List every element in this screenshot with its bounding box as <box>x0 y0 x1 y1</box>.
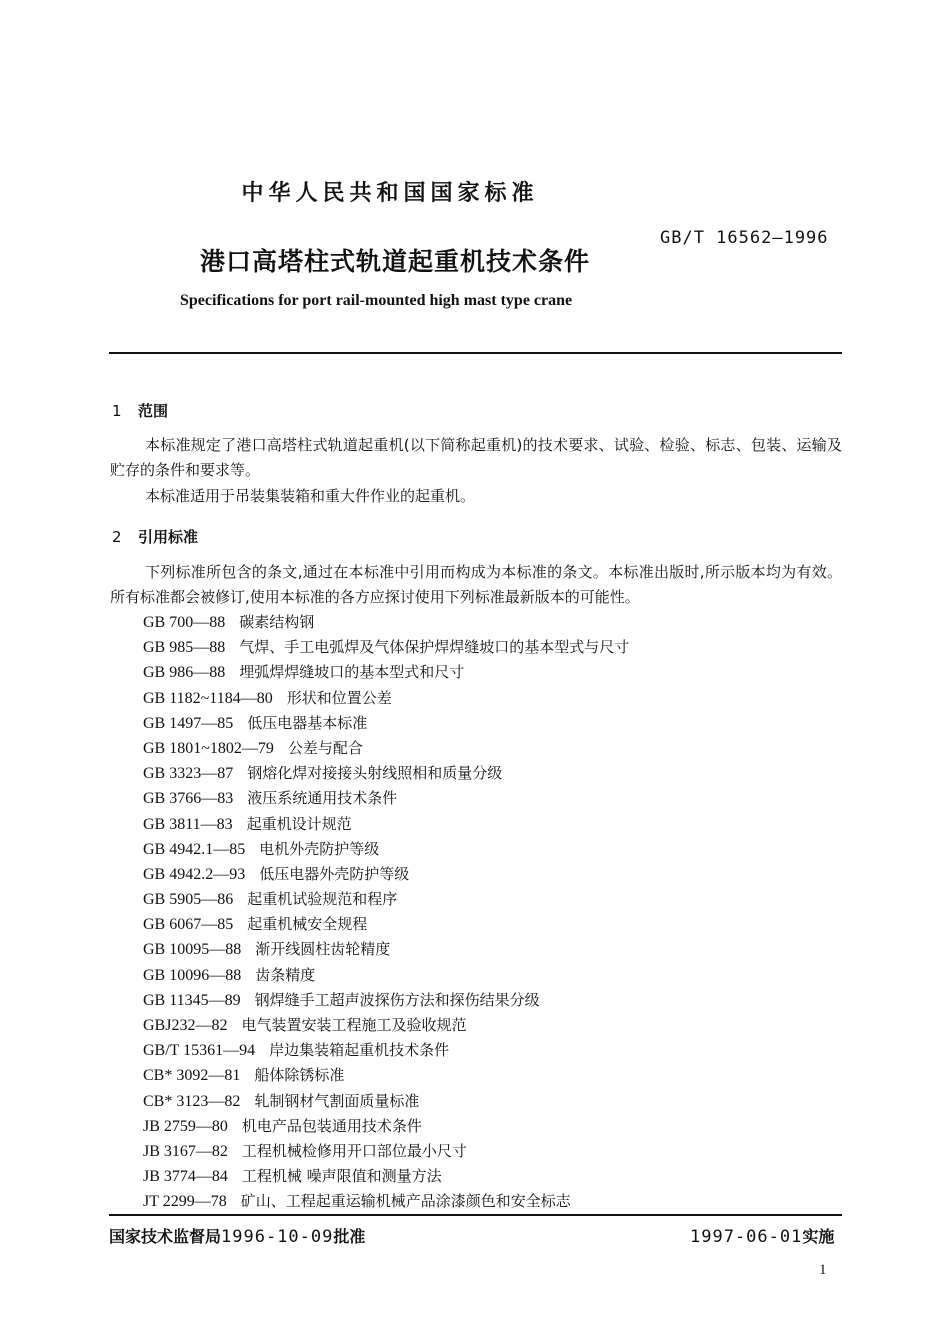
approval-suffix: 批准 <box>333 1227 366 1246</box>
reference-code: JB 3774—84 <box>143 1168 228 1186</box>
reference-title: 气焊、手工电弧焊及气体保护焊焊缝坡口的基本型式与尺寸 <box>239 638 630 657</box>
reference-item <box>143 963 629 988</box>
reference-item <box>143 1013 629 1038</box>
reference-item <box>143 912 629 937</box>
reference-code: GB 11345—89 <box>143 991 241 1009</box>
section-heading-scope <box>112 400 168 421</box>
reference-item <box>143 862 629 887</box>
reference-item <box>143 1139 629 1164</box>
reference-item <box>143 1189 629 1214</box>
reference-title: 公差与配合 <box>287 738 363 757</box>
header-divider <box>109 352 842 354</box>
section-heading-references <box>112 526 198 547</box>
approval-line <box>109 1224 365 1247</box>
references-intro-paragraph: 下列标准所包含的条文,通过在本标准中引用而构成为本标准的条文。本标准出版时,所示版本均为有效。所有标准都会被修订,使用本标准的各方应探讨使用下列标准最新版本的可能性。 <box>110 563 842 606</box>
reference-item <box>143 1114 629 1139</box>
reference-code: GB 10096—88 <box>143 966 242 984</box>
reference-code: GB 1182~1184—80 <box>143 689 273 707</box>
scope-paragraph-2: 本标准适用于吊装集装箱和重大件作业的起重机。 <box>145 487 476 505</box>
document-title-english: Specifications for port rail-mounted high mast type crane <box>180 292 573 309</box>
reference-item <box>143 635 629 660</box>
reference-code: GB 5905—86 <box>143 891 234 909</box>
reference-title: 矿山、工程起重运输机械产品涂漆颜色和安全标志 <box>240 1192 571 1211</box>
reference-title: 轧制钢材气割面质量标准 <box>254 1091 420 1110</box>
section-title: 引用标准 <box>138 528 199 546</box>
reference-title: 岸边集装箱起重机技术条件 <box>269 1041 450 1060</box>
reference-code: GB 3323—87 <box>143 765 234 783</box>
reference-code: GB 6067—85 <box>143 916 234 934</box>
reference-title: 碳素结构钢 <box>239 613 315 631</box>
reference-code: JB 3167—82 <box>143 1142 228 1160</box>
reference-title: 机电产品包装通用技术条件 <box>241 1116 422 1135</box>
reference-item <box>143 610 629 635</box>
reference-title: 齿条精度 <box>255 965 316 984</box>
reference-item <box>143 1164 629 1189</box>
document-title: 港口高塔柱式轨道起重机技术条件 <box>200 247 591 276</box>
footer-divider <box>109 1214 842 1216</box>
reference-item <box>143 1089 629 1114</box>
reference-code: JB 2759—80 <box>143 1117 228 1135</box>
reference-item <box>143 1063 629 1088</box>
reference-item <box>143 686 629 711</box>
implementation-suffix: 实施 <box>802 1227 835 1246</box>
national-standard-heading: 中华人民共和国国家标准 <box>241 181 539 206</box>
reference-title: 起重机械安全规程 <box>247 915 368 934</box>
reference-title: 工程机械检修用开口部位最小尺寸 <box>241 1141 467 1160</box>
reference-item <box>143 1038 629 1063</box>
approval-org: 国家技术监督局 <box>109 1227 222 1246</box>
reference-code: GB 1497—85 <box>143 714 234 732</box>
section-number: 2 <box>112 528 122 546</box>
reference-code: GB 4942.1—85 <box>143 840 246 858</box>
reference-item <box>143 837 629 862</box>
reference-title: 起重机试验规范和程序 <box>247 890 398 909</box>
reference-title: 钢焊缝手工超声波探伤方法和探伤结果分级 <box>254 990 540 1009</box>
section-title: 范围 <box>138 402 169 420</box>
reference-title: 船体除锈标准 <box>254 1066 345 1085</box>
reference-code: GB 986—88 <box>143 664 226 682</box>
reference-title: 电机外壳防护等级 <box>259 839 380 858</box>
reference-title: 低压电器外壳防护等级 <box>259 864 410 883</box>
reference-code: JT 2299—78 <box>143 1193 227 1211</box>
reference-title: 低压电器基本标准 <box>247 713 368 732</box>
reference-code: CB* 3123—82 <box>143 1092 241 1110</box>
implementation-line <box>690 1224 834 1247</box>
reference-item <box>143 761 629 786</box>
approval-date: 1996-10-09 <box>221 1227 334 1247</box>
reference-code: GB 4942.2—93 <box>143 865 246 883</box>
reference-item <box>143 736 629 761</box>
section-number: 1 <box>112 402 122 420</box>
reference-title: 钢熔化焊对接接头射线照相和质量分级 <box>247 764 503 783</box>
reference-code: GB 700—88 <box>143 614 226 631</box>
reference-title: 渐开线圆柱齿轮精度 <box>255 940 391 959</box>
reference-item <box>143 711 629 736</box>
reference-title: 形状和位置公差 <box>286 688 392 707</box>
implementation-date: 1997-06-01 <box>690 1227 803 1247</box>
reference-code: GB 3766—83 <box>143 790 234 808</box>
reference-code: GB/T 15361—94 <box>143 1042 256 1060</box>
reference-code: GB 3811—83 <box>143 815 233 833</box>
reference-code: GB 1801~1802—79 <box>143 739 274 757</box>
reference-item <box>143 660 629 685</box>
reference-item <box>143 887 629 912</box>
reference-title: 液压系统通用技术条件 <box>247 789 398 808</box>
reference-title: 电气装置安装工程施工及验收规范 <box>241 1016 467 1034</box>
reference-item <box>143 786 629 811</box>
reference-title: 埋弧焊焊缝坡口的基本型式和尺寸 <box>239 663 465 682</box>
reference-code: CB* 3092—81 <box>143 1067 241 1085</box>
reference-item <box>143 937 629 962</box>
reference-title: 工程机械 噪声限值和测量方法 <box>241 1167 442 1186</box>
reference-code: GBJ232—82 <box>143 1017 228 1034</box>
reference-title: 起重机设计规范 <box>246 814 352 833</box>
reference-code: GB 10095—88 <box>143 941 242 959</box>
reference-item <box>143 812 629 837</box>
scope-paragraph-1: 本标准规定了港口高塔柱式轨道起重机(以下简称起重机)的技术要求、试验、检验、标志、包装、运输及贮存的条件和要求等。 <box>110 436 842 479</box>
standard-code: GB/T 16562—1996 <box>660 228 829 248</box>
reference-list <box>143 610 629 1215</box>
reference-code: GB 985—88 <box>143 639 226 657</box>
reference-item <box>143 988 629 1013</box>
page-number: 1 <box>819 1262 827 1278</box>
